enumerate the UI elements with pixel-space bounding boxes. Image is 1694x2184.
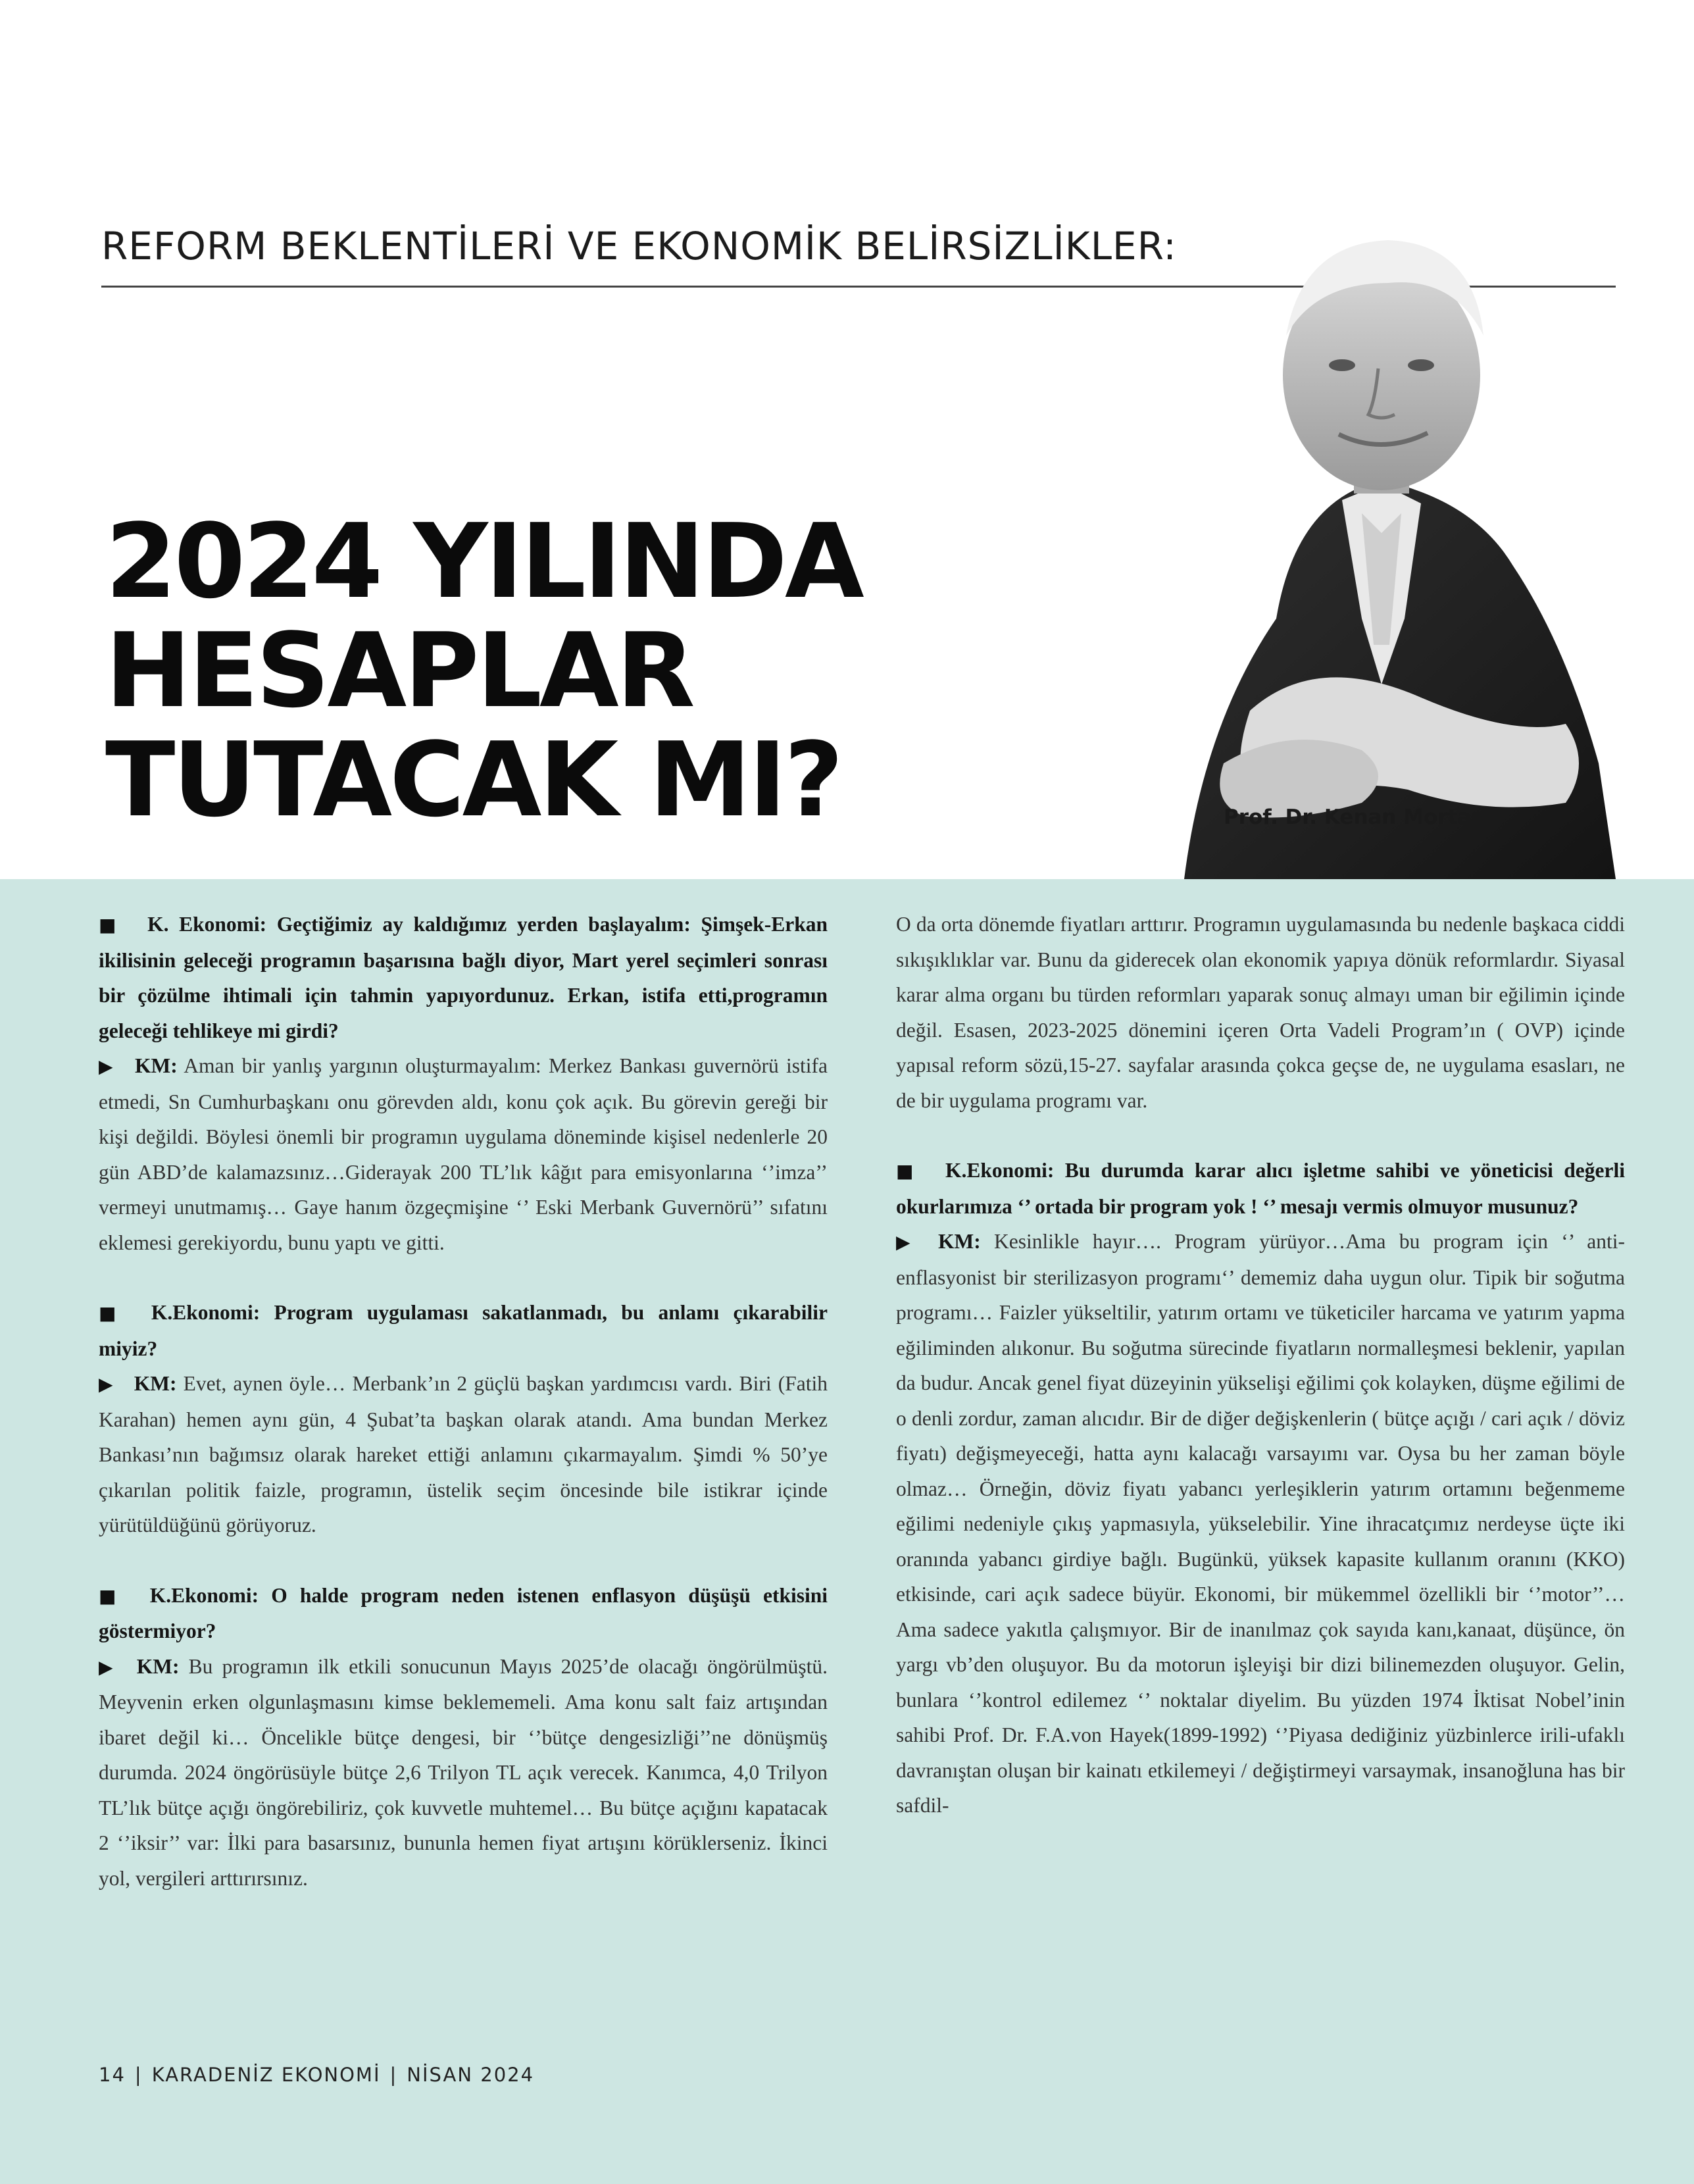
headline-line-2: HESAPLAR (105, 611, 693, 730)
play-triangle-icon: ▶ (99, 1373, 114, 1395)
page-footer (99, 2064, 534, 2086)
article-headline (105, 501, 862, 840)
black-square-icon: ■ (99, 914, 122, 936)
answer-text: Evet, aynen öyle… Merbank’ın 2 güçlü başkan yardımcısı vardı. Biri (Fatih Karahan) hemen aynı gün, 4 Şubat’ta başkan olarak atandı. Ama bundan Merkez Bankası’nın bağımsız olarak hareket ettiği anlamını çıkarmayalım. Şimdi % 50’ye çıkarılan politik faizle, programın, üstelik seçim öncesinde bile istikrar içinde yürütüldüğünü görüyoruz. (99, 1372, 828, 1536)
issue-date: NİSAN 2024 (407, 2064, 535, 2086)
answer-marker: KM: (937, 1230, 981, 1253)
author-portrait (1145, 224, 1616, 879)
question-block (99, 907, 828, 1260)
continuation-text: O da orta dönemde fiyatları arttırır. Programın uygulamasında bu nedenle başkaca ciddi sıkışıklıklar var. Bunu da giderecek olan ekonomik yapıya dönük reformlardır. Siyasal karar alma organı bu türden reformları yaparak sonuç almayı uman bir eğilimin içinde değil. Esasen, 2023-2025 dönemini içeren Orta Vadeli Program’ın ( OVP) içinde yapısal reform sözü,15-27. sayfalar arasında çokca geçse de, ne uygulama esasları, ne de bir uygulama programı var. (896, 913, 1625, 1112)
answer-text: Kesinlikle hayır…. Program yürüyor…Ama bu program için ‘’ anti-enflasyonist bir sterilizasyon programı‘’ dememiz daha uygun olur. Tipik bir soğutma programı… Faizler yükseltilir, yatırım ortamı ve tüketiciler harcama ve yatırım yapma eğiliminden alıkonur. Bu soğutma sürecinde fiyatların normalleşmesi beklenir, yapılan da budur. Ancak genel fiyat düzeyinin yükselişi eğilimi çok kolayken, düşme eğilimi de o denli zordur, zaman alıcıdır. Bir de diğer değişkenlerin ( bütçe açığı / cari açık / döviz fiyatı) değişmeyeceği, hatta aynı kalacağı varsayımı var. Oysa bu her zaman böyle olmaz… Örneğin, döviz fiyatı yabancı yerleşiklerin yatırım ortamını beğenmeme eğilimi nedeniyle çıkış yapmasıyla, yükselebilir. Yine ihracatçımız nerdeyse üçte iki oranında yabancı girdiye bağlı. Bugünkü, yüksek kapasite kullanım oranını (KKO) etkisinde, cari açık sadece büyür. Ekonomi, bir mükemmel özellikli bir ‘’motor’’… Ama sadece yakıtla çalışmıyor. Bir de inanılmaz çok sayıda kanı,kanaat, düşünce, ön yargı vb’den oluşuyor. Bu da motorun işleyişi bir dizi bilinemezden oluşuyor. Gelin, bunlara ‘’kontrol edilemez ‘’ noktalar diyelim. Bu yüzden 1974 İktisat Nobel’inin sahibi Prof. Dr. F.A.von Hayek(1899-1992) ‘’Piyasa dediğiniz yüzbinlerce irili-ufaklı davranıştan oluşan bir kainatı etkilemeyi / değiştirmeyi varsaymak, insanoğluna has bir safdil- (896, 1230, 1625, 1817)
answer-marker: KM: (134, 1372, 177, 1395)
question-text: K.Ekonomi: Program uygulaması sakatlanmadı, bu anlamı çıkarabilir miyiz? (99, 1301, 828, 1360)
question-block (99, 1295, 828, 1543)
right-column (896, 907, 1625, 1858)
question-block (99, 1578, 828, 1896)
question-text: K. Ekonomi: Geçtiğimiz ay kaldığımız yerden başlayalım: Şimşek-Erkan ikilisinin geleceği programın başarısına bağlı diyor, Mart yerel seçimleri sonrası bir çözülme ihtimali için tahmin yapıyordunuz. Erkan, istifa etti,programın geleceği tehlikeye mi girdi? (99, 913, 828, 1042)
photo-caption: Prof. Dr. Kenan Mortan (1224, 805, 1486, 829)
page-number: 14 (99, 2064, 126, 2086)
question-text: K.Ekonomi: O halde program neden istenen enflasyon düşüşü etkisini göstermiyor? (99, 1583, 828, 1642)
footer-separator: | (134, 2064, 143, 2086)
answer-marker: KM: (136, 1654, 180, 1678)
black-square-icon: ■ (896, 1160, 919, 1182)
play-triangle-icon: ▶ (99, 1055, 115, 1077)
play-triangle-icon: ▶ (896, 1231, 918, 1253)
black-square-icon: ■ (99, 1585, 124, 1607)
headline-line-3: TUTACAK MI? (105, 720, 841, 840)
black-square-icon: ■ (99, 1302, 125, 1324)
left-column (99, 907, 828, 1931)
answer-text: Bu programın ilk etkili sonucunun Mayıs 2025’de olacağı öngörülmüştü. Meyvenin erken olgunlaşmasını kimse beklememeli. Ama konu salt faiz artışından ibaret değil ki… Öncelikle bütçe dengesi, bir ‘’bütçe dengesizliği’’ne dönüşmüş durumda. 2024 öngörüsüyle bütçe 2,6 Trilyon TL açık verecek. Kanımca, 4,0 Trilyon TL’lık bütçe açığı öngörebiliriz, çok kuvvetle muhtemel… Bu bütçe açığını kapatacak 2 ‘’iksir’’ var: İlki para basarsınız, bununla hemen fiyat artışını körüklerseniz. İkinci yol, vergileri arttırırsınız. (99, 1654, 828, 1890)
question-text: K.Ekonomi: Bu durumda karar alıcı işletme sahibi ve yöneticisi değerli okurlarımıza ‘’ ortada bir program yok ! ‘’ mesajı vermis olmuyor musunuz? (896, 1159, 1625, 1218)
answer-marker: KM: (134, 1054, 178, 1077)
answer-text: Aman bir yanlış yargının oluşturmayalım: Merkez Bankası guvernörü istifa etmedi, Sn Cumhurbaşkanı onu görevden aldı, konu çok açık. Bu görevin gereği bir kişi değildi. Böylesi önemli bir programın uygulama döneminde kişisel nedenlerle 20 gün ABD’de kalamazsınız…Giderayak 200 TL’lık kâğıt para emisyonlarına ‘’imza’’ vermeyi unutmamış… Gaye hanım özgeçmişine ‘’ Eski Merbank Guvernörü’’ sıfatını eklemesi gerekiyordu, bunu yaptı ve gitti. (99, 1054, 828, 1254)
headline-line-1: 2024 YILINDA (105, 501, 862, 621)
magazine-name: KARADENİZ EKONOMİ (151, 2064, 381, 2086)
question-block (896, 1153, 1625, 1823)
footer-separator: | (389, 2064, 398, 2086)
section-kicker: REFORM BEKLENTİLERİ VE EKONOMİK BELİRSİZLİKLER: (101, 224, 1177, 268)
play-triangle-icon: ▶ (99, 1656, 117, 1678)
